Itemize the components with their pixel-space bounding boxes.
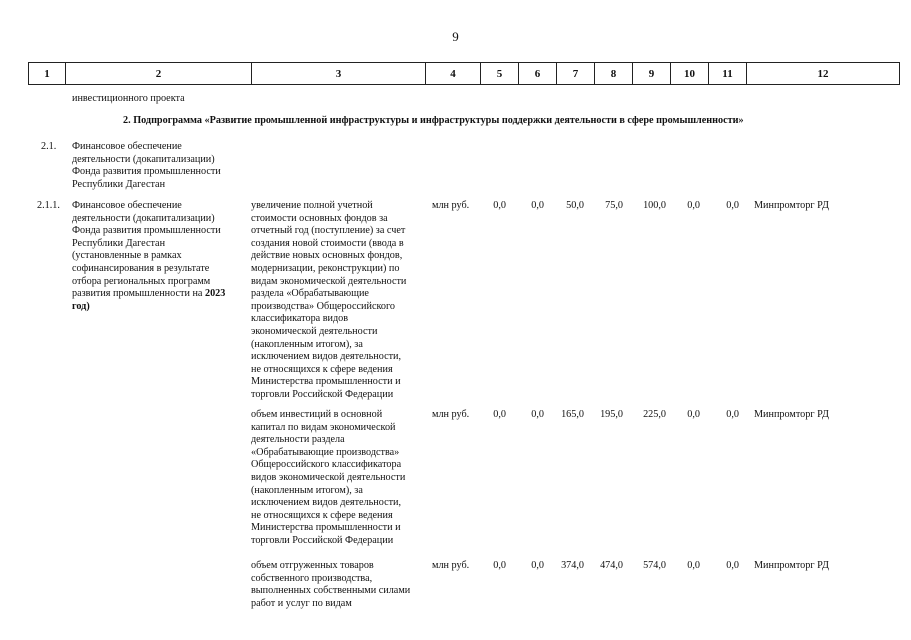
value-cell: 0,0 [687, 560, 700, 571]
value-cell: 195,0 [600, 409, 623, 420]
row-name-line: Финансовое обеспечение [72, 141, 182, 152]
indicator-line: создания новой стоимости (ввода в [251, 237, 404, 249]
indicator-line: деятельности раздела [251, 434, 345, 446]
value-cell: 0,0 [493, 200, 506, 211]
carry-over-text: инвестиционного проекта [72, 93, 185, 104]
row-name [72, 141, 221, 191]
value-cell: 0,0 [726, 560, 739, 571]
executor-cell: Минпромторг РД [754, 560, 829, 571]
row-name-line: деятельности (докапитализации) [72, 212, 215, 224]
indicator-line: объем инвестиций в основной [251, 409, 383, 420]
value-cell: 0,0 [726, 200, 739, 211]
value-cell: 50,0 [566, 200, 584, 211]
indicator-line: увеличение полной учетной [251, 200, 373, 211]
indicator-line: действие новых основных фондов, [251, 250, 403, 262]
indicator-line: раздела «Обрабатывающие [251, 288, 369, 300]
row-name-line: год) [72, 300, 90, 312]
header-cell: 7 [557, 63, 595, 85]
indicator-line: классификатора видов [251, 313, 349, 325]
indicator-line: модернизации, реконструкции) по [251, 262, 400, 274]
row-name-line: Фонда развития промышленности [72, 225, 221, 237]
value-cell: 0,0 [493, 409, 506, 420]
indicator-line: исключением видов деятельности, [251, 351, 402, 363]
row-name-line: Республики Дагестан [72, 178, 166, 190]
indicator-line: капитал по видам экономической [251, 421, 396, 433]
indicator-description [251, 200, 406, 402]
row-number: 2.1. [41, 141, 57, 152]
row-name-year: 2023 [204, 288, 226, 300]
value-cell: 0,0 [726, 409, 739, 420]
indicator-line: (накопленным итогом), за [251, 338, 363, 350]
row-number: 2.1.1. [37, 200, 60, 211]
value-cell: 474,0 [600, 560, 623, 571]
row-name-line: Финансовое обеспечение [72, 200, 182, 211]
indicator-line: не относящихся к сфере ведения [251, 509, 393, 521]
header-cell: 6 [519, 63, 557, 85]
header-cell: 8 [595, 63, 633, 85]
indicator-line: Министерства промышленности и [251, 522, 401, 534]
row-name-line: отбора региональных программ [72, 275, 211, 287]
value-cell: 0,0 [531, 200, 544, 211]
value-cell: 75,0 [605, 200, 623, 211]
indicator-line: видов экономической деятельности [251, 471, 406, 483]
indicator-line: производства» Общероссийского [251, 300, 396, 312]
row-name-line [72, 288, 225, 301]
row-name-fragment: развития промышленности на [72, 288, 205, 300]
row-name-line: Фонда развития промышленности [72, 166, 221, 178]
value-cell: 225,0 [643, 409, 666, 420]
executor-cell: Минпромторг РД [754, 409, 829, 420]
unit-cell: млн руб. [432, 560, 470, 571]
value-cell: 165,0 [561, 409, 584, 420]
header-cell: 2 [66, 63, 252, 85]
header-cell: 5 [481, 63, 519, 85]
row-name-line: Республики Дагестан [72, 237, 166, 249]
indicator-line: «Обрабатывающие производства» [251, 446, 400, 458]
indicator-line: экономической деятельности [251, 325, 378, 337]
value-cell: 0,0 [531, 560, 544, 571]
value-cell: 0,0 [493, 560, 506, 571]
header-cell: 3 [252, 63, 426, 85]
value-cell: 0,0 [531, 409, 544, 420]
row-name-line: деятельности (докапитализации) [72, 153, 215, 165]
indicator-line: исключением видов деятельности, [251, 497, 402, 509]
indicator-line: собственного производства, [251, 572, 373, 584]
indicator-line: отчетный год (поступление) за счет [251, 225, 406, 237]
value-cell: 374,0 [561, 560, 584, 571]
header-cell: 12 [747, 63, 900, 85]
indicator-line: видам экономической деятельности [251, 275, 407, 287]
header-cell: 4 [426, 63, 481, 85]
header-cell: 9 [633, 63, 671, 85]
value-cell: 100,0 [643, 200, 666, 211]
indicator-line: объем отгруженных товаров [251, 560, 374, 571]
subprogram-title: 2. Подпрограмма «Развитие промышленной инфраструктуры и инфраструктуры поддержки деятельности в сфере промышленности» [123, 115, 744, 126]
row-name-line: (установленные в рамках [72, 250, 182, 262]
header-cell: 11 [709, 63, 747, 85]
indicator-line: торговли Российской Федерации [251, 388, 394, 400]
page-number: 9 [452, 29, 459, 44]
indicator-line: Министерства промышленности и [251, 376, 401, 388]
value-cell: 0,0 [687, 409, 700, 420]
indicator-line: стоимости основных фондов за [251, 212, 388, 224]
row-name [72, 200, 225, 313]
value-cell: 0,0 [687, 200, 700, 211]
executor-cell: Минпромторг РД [754, 200, 829, 211]
row-name-line: софинансирования в результате [72, 262, 210, 274]
indicator-line: выполненных собственными силами [251, 585, 411, 597]
indicator-line: торговли Российской Федерации [251, 534, 394, 546]
indicator-line: не относящихся к сфере ведения [251, 363, 393, 375]
header-cell: 1 [29, 63, 66, 85]
indicator-line: (накопленным итогом), за [251, 484, 363, 496]
indicator-description [251, 409, 405, 548]
unit-cell: млн руб. [432, 409, 470, 420]
indicator-line: Общероссийского классификатора [251, 459, 402, 471]
header-cell: 10 [671, 63, 709, 85]
indicator-line: работ и услуг по видам [251, 597, 352, 609]
column-header-row [28, 62, 900, 85]
value-cell: 574,0 [643, 560, 666, 571]
unit-cell: млн руб. [432, 200, 470, 211]
indicator-description [251, 560, 410, 610]
